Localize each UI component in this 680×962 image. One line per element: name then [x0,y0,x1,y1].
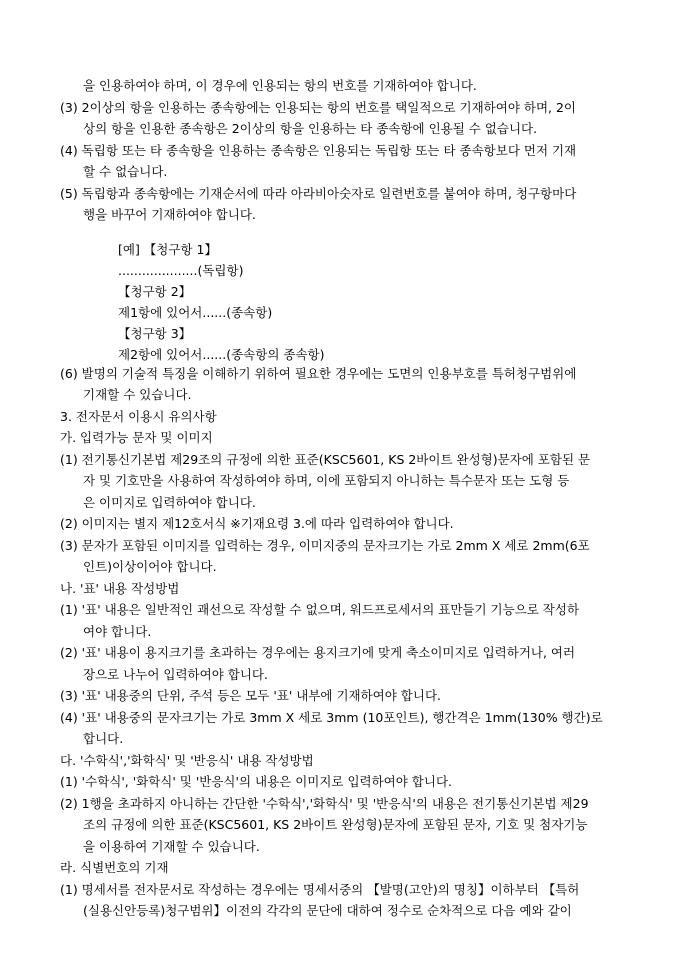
text-line: 여야 합니다. [83,624,152,639]
text-line: (2) 1행을 초과하지 아니하는 간단한 '수학식','화학식' 및 '반응식'의 내용은 전기통신기본법 제29 [60,796,589,811]
text-line: (5) 독립항과 종속항에는 기재순서에 따라 아라비아숫자로 일련번호를 붙여야 하며, 청구항마다 [60,186,577,201]
text-line: 행을 바꾸어 기재하여야 합니다. [83,207,256,222]
text-line: 기재할 수 있습니다. [83,387,192,402]
text-line: 을 인용하여야 하며, 이 경우에 인용되는 항의 번호를 기재하여야 합니다. [83,78,477,93]
claim-example-line: 제1항에 있어서......(종속항) [118,305,273,320]
text-line: 자 및 기호만을 사용하여 작성하여야 하며, 이에 포함되지 아니하는 특수문자 또는 도형 등 [83,473,570,488]
text-line: (6) 발명의 기술적 특징을 이해하기 위하여 필요한 경우에는 도면의 인용부호를 특허청구범위에 [60,366,577,381]
subsection-heading: 나. '표' 내용 작성방법 [60,581,180,596]
text-line: (2) '표' 내용이 용지크기를 초과하는 경우에는 용지크기에 맞게 축소이미지로 입력하거나, 여러 [60,645,576,660]
claim-example-line: 제2항에 있어서......(종속항의 종속항) [118,347,325,362]
text-line: (1) '표' 내용은 일반적인 괘선으로 작성할 수 없으며, 워드프로세서의 표만들기 기능으로 작성하 [60,602,580,617]
claim-example-line: ....................(독립항) [118,263,244,278]
text-line: (1) '수학식', '화학식' 및 '반응식'의 내용은 이미지로 입력하여야 합니다. [60,774,453,789]
text-line: (4) 독립항 또는 타 종속항을 인용하는 종속항은 인용되는 독립항 또는 타 종속항보다 먼저 기재 [60,143,577,158]
text-line: (1) 명세서를 전자문서로 작성하는 경우에는 명세서중의 【발명(고안)의 명칭】이하부터 【특허 [60,882,580,897]
text-line: 조의 규정에 의한 표준(KSC5601, KS 2바이트 완성형)문자에 포함된 문자, 기호 및 첨자기능 [83,817,588,832]
text-line: (3) 문자가 포함된 이미지를 입력하는 경우, 이미지중의 문자크기는 가로 2mm X 세로 2mm(6포 [60,538,590,553]
text-line: 할 수 없습니다. [83,164,168,179]
text-line: (3) '표' 내용중의 단위, 주석 등은 모두 '표' 내부에 기재하여야 합니다. [60,688,442,703]
text-line: 합니다. [83,731,124,746]
text-line: (1) 전기통신기본법 제29조의 규정에 의한 표준(KSC5601, KS 2바이트 완성형)문자에 포함된 문 [60,452,591,467]
subsection-heading: 라. 식별번호의 기재 [60,860,169,875]
text-line: (4) '표' 내용중의 문자크기는 가로 3mm X 세로 3mm (10포인트), 행간격은 1mm(130% 행간)로 [60,710,603,725]
subsection-heading: 다. '수학식','화학식' 및 '반응식' 내용 작성방법 [60,753,314,768]
text-line: (2) 이미지는 별지 제12호서식 ※기재요령 3.에 따라 입력하여야 합니다. [60,516,454,531]
claim-example-header: [예] 【청구항 1】 [118,242,217,257]
text-line: (3) 2이상의 항을 인용하는 종속항에는 인용되는 항의 번호를 택일적으로 기재하여야 하며, 2이 [60,100,576,115]
claim-example-header: 【청구항 2】 [118,284,192,299]
text-line: 은 이미지로 입력하여야 합니다. [83,495,256,510]
claim-example-header: 【청구항 3】 [118,326,192,341]
text-line: 상의 항을 인용한 종속항은 2이상의 항을 인용하는 타 종속항에 인용될 수 없습니다. [83,121,538,136]
section-heading: 3. 전자문서 이용시 유의사항 [60,409,217,424]
text-line: 장으로 나누어 입력하여야 합니다. [83,667,268,682]
subsection-heading: 가. 입력가능 문자 및 이미지 [60,430,213,445]
text-line: 인트)이상이어야 합니다. [83,559,217,574]
text-line: 을 이용하여 기재할 수 있습니다. [83,839,260,854]
text-line: (실용신안등록)청구범위】이전의 각각의 문단에 대하여 정수로 순차적으로 다음 예와 같이 [83,903,572,918]
